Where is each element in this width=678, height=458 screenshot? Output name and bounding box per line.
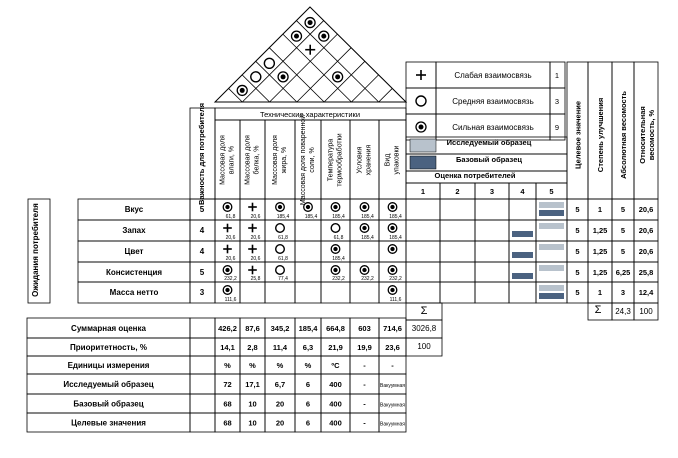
relationship-value: 25,8 <box>250 276 261 282</box>
bottom-value: 11,4 <box>272 343 288 352</box>
legend-label: Сильная взаимосвязь <box>452 123 534 132</box>
rating-title: Оценка потребителей <box>434 171 516 180</box>
improvement-value: 1 <box>597 288 603 297</box>
rating-cell <box>475 262 509 282</box>
absolute-weight-value: 6,25 <box>615 268 631 277</box>
bottom-value: 400 <box>329 418 342 428</box>
double-circle-icon <box>388 286 397 295</box>
base-sample-bar <box>512 231 533 237</box>
relationship-value: 232,2 <box>361 276 374 282</box>
tech-characteristic-label: хранения <box>365 144 373 176</box>
bottom-value: 17,1 <box>245 380 260 389</box>
bottom-value: ºС <box>331 361 340 370</box>
relationship-cell <box>240 282 265 303</box>
roof-grid-line <box>379 88 393 102</box>
tech-characteristic-label: Температура <box>327 138 335 182</box>
bottom-value: 6 <box>305 380 311 389</box>
rating-cell <box>406 282 440 303</box>
bottom-value: 345,2 <box>270 324 290 333</box>
circle-icon <box>264 58 274 68</box>
bottom-value: % <box>304 361 312 370</box>
relationship-value: 20,6 <box>225 256 236 262</box>
right-header-label: Относительная <box>638 106 647 164</box>
relative-weight-value: 20,6 <box>638 205 654 214</box>
bottom-row-spacer-cell <box>190 394 215 413</box>
bottom-value: 6,7 <box>274 380 286 389</box>
bottom-value: 68 <box>223 399 232 409</box>
plus-icon <box>248 266 257 275</box>
bottom-value: 2,8 <box>247 343 258 352</box>
roof-grid-line <box>270 34 338 102</box>
rating-cell <box>475 282 509 303</box>
studied-sample-label: Исследуемый образец <box>446 138 532 147</box>
bottom-value: 21,9 <box>328 343 343 352</box>
tech-sum-total: 3026,8 <box>411 324 437 333</box>
double-circle-icon <box>237 85 247 95</box>
relationship-value: 20,6 <box>250 235 261 241</box>
relationship-cell <box>265 282 295 303</box>
tech-characteristic-label: Массовая доля <box>219 135 227 185</box>
legend-score: 9 <box>554 123 560 132</box>
target-value: 5 <box>575 205 580 214</box>
double-circle-icon <box>331 266 340 275</box>
target-value: 5 <box>575 268 580 277</box>
base-sample-bar <box>539 210 564 216</box>
bottom-value: 68 <box>223 418 232 428</box>
plus-icon <box>305 45 315 55</box>
bottom-value: - <box>391 361 394 370</box>
tech-characteristic-label: влаги, % <box>228 145 236 175</box>
relationship-cell <box>295 262 321 282</box>
plus-icon <box>248 245 257 254</box>
tech-characteristic-label: Условия <box>356 146 364 174</box>
circle-icon <box>276 245 285 254</box>
rating-scale-label: 5 <box>549 187 554 196</box>
bottom-row-label: Суммарная оценка <box>71 324 146 333</box>
rating-cell <box>475 241 509 262</box>
relationship-value: 61,8 <box>278 235 288 241</box>
plus-icon <box>223 245 232 254</box>
plus-icon <box>248 203 257 212</box>
roof-grid-line <box>324 61 365 102</box>
total-absolute-weight: 24,3 <box>615 307 631 316</box>
requirement-name: Запах <box>122 226 146 235</box>
double-circle-icon <box>278 72 288 82</box>
relationship-cell <box>350 241 379 262</box>
studied-sample-bar <box>539 223 564 229</box>
rating-cell <box>440 282 475 303</box>
base-sample-label: Базовый образец <box>456 155 522 164</box>
bottom-value: - <box>363 399 366 409</box>
double-circle-icon <box>388 266 397 275</box>
double-circle-icon <box>388 245 397 254</box>
requirement-name: Цвет <box>124 247 144 256</box>
double-circle-icon <box>276 203 285 212</box>
double-circle-icon <box>416 122 426 132</box>
rating-cell <box>406 241 440 262</box>
tech-characteristic-label: белка, % <box>253 145 261 175</box>
legend-label: Слабая взаимосвязь <box>454 71 532 80</box>
bottom-value: 400 <box>329 380 342 389</box>
improvement-value: 1 <box>597 205 603 214</box>
base-sample-swatch <box>410 156 436 169</box>
bottom-value: 185,4 <box>298 324 318 333</box>
tech-sum-percent: 100 <box>417 342 431 351</box>
right-header-label: Абсолютная весомость <box>619 91 628 179</box>
bottom-value: - <box>363 418 366 428</box>
relationship-cell <box>295 241 321 262</box>
circle-icon <box>331 224 340 233</box>
bottom-value: % <box>276 361 284 370</box>
relationship-cell <box>295 282 321 303</box>
bottom-value: 10 <box>248 418 257 428</box>
rating-cell <box>406 220 440 241</box>
rating-cell <box>475 220 509 241</box>
double-circle-icon <box>223 203 232 212</box>
double-circle-icon <box>292 31 302 41</box>
plus-icon <box>416 70 426 80</box>
roof-grid-line <box>256 61 297 102</box>
bottom-value: 20 <box>275 418 285 428</box>
rating-cell <box>509 241 536 262</box>
bottom-value: % <box>224 361 231 370</box>
circle-icon <box>276 266 285 275</box>
bottom-value: 20 <box>275 399 285 409</box>
base-sample-bar <box>512 252 533 258</box>
relationship-value: 232,2 <box>389 276 402 282</box>
sum-symbol-right: Σ <box>594 304 602 316</box>
rating-cell <box>440 262 475 282</box>
improvement-value: 1,25 <box>592 268 608 277</box>
bottom-row-spacer-cell <box>190 318 215 338</box>
tech-characteristic-cell <box>379 120 406 199</box>
double-circle-icon <box>223 286 232 295</box>
bottom-value: % <box>249 361 256 370</box>
bottom-value: 10 <box>248 399 257 409</box>
target-value: 5 <box>575 226 580 235</box>
circle-icon <box>251 72 261 82</box>
tech-characteristic-label: жира, % <box>281 146 288 174</box>
improvement-value: 1,25 <box>592 247 608 256</box>
relationship-value: 20,6 <box>250 256 261 262</box>
bottom-value: Вакуумная <box>380 383 405 389</box>
double-circle-icon <box>360 224 369 233</box>
relationship-value: 185,4 <box>361 214 374 220</box>
bottom-row-spacer-cell <box>190 338 215 356</box>
relationship-value: 185,4 <box>361 235 374 241</box>
importance-value: 3 <box>199 288 205 297</box>
roof-grid-line <box>283 34 352 102</box>
absolute-weight-value: 5 <box>620 205 626 214</box>
bottom-value: 87,6 <box>245 324 260 333</box>
rating-cell <box>406 199 440 220</box>
tech-characteristic-cell <box>265 120 295 199</box>
importance-value: 5 <box>199 268 205 277</box>
relationship-value: 111,6 <box>389 297 402 303</box>
circle-icon <box>276 224 285 233</box>
improvement-value: 1,25 <box>592 226 608 235</box>
double-circle-icon <box>305 18 315 28</box>
double-circle-icon <box>360 203 369 212</box>
tech-characteristics-header: Технические характеристики <box>259 110 361 119</box>
studied-sample-bar <box>539 265 564 271</box>
relationship-value: 185,4 <box>276 214 290 220</box>
relationship-value: 77,4 <box>278 276 288 282</box>
total-relative-weight: 100 <box>639 307 653 316</box>
legend-score: 3 <box>554 97 560 106</box>
relative-weight-value: 20,6 <box>638 247 654 256</box>
relative-weight-value: 12,4 <box>638 288 654 297</box>
importance-value: 4 <box>199 247 205 256</box>
bottom-value: Вакуумная <box>380 421 405 428</box>
right-header-label: весомость, % <box>647 109 656 161</box>
rating-scale-label: 2 <box>455 187 460 196</box>
bottom-row-label: Приоритетность, % <box>70 343 147 352</box>
importance-value: 5 <box>199 205 205 214</box>
importance-header: Важность для потребителя <box>197 103 206 205</box>
double-circle-icon <box>388 203 397 212</box>
rating-cell <box>475 199 509 220</box>
plus-icon <box>248 224 257 233</box>
bottom-row-spacer-cell <box>190 374 215 394</box>
rating-cell <box>509 220 536 241</box>
absolute-weight-value: 3 <box>620 288 626 297</box>
bottom-row-label: Исследуемый образец <box>63 380 154 389</box>
importance-value: 4 <box>199 226 205 235</box>
rating-cell <box>440 241 475 262</box>
relative-weight-value: 25,8 <box>638 268 654 277</box>
bottom-value: Вакуумная <box>380 402 405 409</box>
double-circle-icon <box>331 203 340 212</box>
double-circle-icon <box>223 266 232 275</box>
right-header-label: Целевое значение <box>573 100 583 170</box>
absolute-weight-value: 5 <box>620 226 626 235</box>
tech-characteristic-cell <box>295 120 321 199</box>
tech-characteristic-label: Массовая доля <box>272 135 279 185</box>
bottom-row-label: Единицы измерения <box>67 361 150 370</box>
absolute-weight-value: 5 <box>620 247 626 256</box>
legend-score: 1 <box>554 71 560 80</box>
relationship-value: 185,4 <box>332 256 345 262</box>
rating-cell <box>509 282 536 303</box>
relationship-value: 232,2 <box>332 276 345 282</box>
double-circle-icon <box>319 31 329 41</box>
bottom-value: 19,9 <box>357 343 372 352</box>
bottom-value: 6,3 <box>302 343 314 352</box>
rating-cell <box>406 262 440 282</box>
relationship-value: 20,6 <box>250 214 261 220</box>
bottom-value: 603 <box>358 324 371 333</box>
relationship-value: 20,6 <box>225 235 236 241</box>
relationship-value: 61,8 <box>225 214 236 220</box>
studied-sample-bar <box>539 285 564 291</box>
bottom-row-spacer-cell <box>190 413 215 432</box>
rating-cell <box>440 199 475 220</box>
requirement-name: Масса нетто <box>109 288 159 297</box>
double-circle-icon <box>360 266 369 275</box>
rating-scale-label: 1 <box>420 187 426 196</box>
tech-characteristic-label: соли, % <box>309 147 316 173</box>
relationship-value: 61,8 <box>333 235 344 241</box>
relationship-cell <box>321 282 350 303</box>
studied-sample-bar <box>539 202 564 208</box>
right-header-label: Степень улучшения <box>596 97 605 173</box>
tech-characteristic-label: упаковки <box>393 145 401 175</box>
double-circle-icon <box>388 224 397 233</box>
base-sample-bar <box>512 273 533 279</box>
bottom-value: - <box>363 361 366 370</box>
relationship-cell <box>350 282 379 303</box>
rating-scale-label: 4 <box>520 187 525 196</box>
tech-characteristic-label: Массовая доля поваренной <box>300 114 307 206</box>
bottom-value: 23,6 <box>385 343 400 352</box>
tech-characteristic-label: термообработки <box>336 133 344 187</box>
tech-characteristic-cell <box>350 120 379 199</box>
plus-icon <box>223 224 232 233</box>
requirement-name: Вкус <box>124 205 144 214</box>
rating-cell <box>509 199 536 220</box>
studied-sample-bar <box>539 244 564 250</box>
relative-weight-value: 20,6 <box>638 226 654 235</box>
bottom-value: 6 <box>305 418 311 428</box>
relationship-value: 111,6 <box>224 297 237 303</box>
relationship-value: 185,4 <box>332 214 345 220</box>
bottom-value: 6 <box>305 399 311 409</box>
rating-scale-label: 3 <box>489 187 495 196</box>
target-value: 5 <box>575 288 580 297</box>
tech-characteristic-cell <box>321 120 350 199</box>
bottom-value: 426,2 <box>218 324 237 333</box>
rating-cell <box>440 220 475 241</box>
legend-label: Средняя взаимосвязь <box>452 97 534 106</box>
relationship-value: 185,4 <box>389 235 402 241</box>
sum-symbol-bottom: Σ <box>420 305 428 317</box>
double-circle-icon <box>304 203 313 212</box>
tech-characteristic-label: Вид <box>384 153 392 167</box>
bottom-value: 400 <box>329 399 342 409</box>
studied-sample-swatch <box>410 139 436 152</box>
bottom-row-label: Целевые значения <box>71 418 146 428</box>
relationship-cell <box>295 220 321 241</box>
tech-characteristic-label: Массовая доля <box>244 135 252 185</box>
relationship-value: 185,4 <box>389 214 402 220</box>
circle-icon <box>416 96 426 106</box>
requirement-name: Консистенция <box>105 268 163 277</box>
expectations-label: Ожидания потребителя <box>31 203 40 297</box>
bottom-value: 72 <box>223 380 232 389</box>
relationship-value: 185,4 <box>304 214 318 220</box>
bottom-value: 714,6 <box>383 324 402 333</box>
base-sample-bar <box>539 293 564 299</box>
bottom-value: 14,1 <box>220 343 235 352</box>
legend-symbol-cell <box>406 88 436 114</box>
relationship-value: 232,2 <box>224 276 237 282</box>
bottom-row-label: Базовый образец <box>73 399 144 409</box>
relationship-value: 61,8 <box>278 256 288 262</box>
bottom-value: - <box>363 380 366 389</box>
double-circle-icon <box>333 72 343 82</box>
double-circle-icon <box>331 245 340 254</box>
target-value: 5 <box>575 247 580 256</box>
bottom-row-spacer-cell <box>190 356 215 374</box>
bottom-value: 664,8 <box>326 324 345 333</box>
